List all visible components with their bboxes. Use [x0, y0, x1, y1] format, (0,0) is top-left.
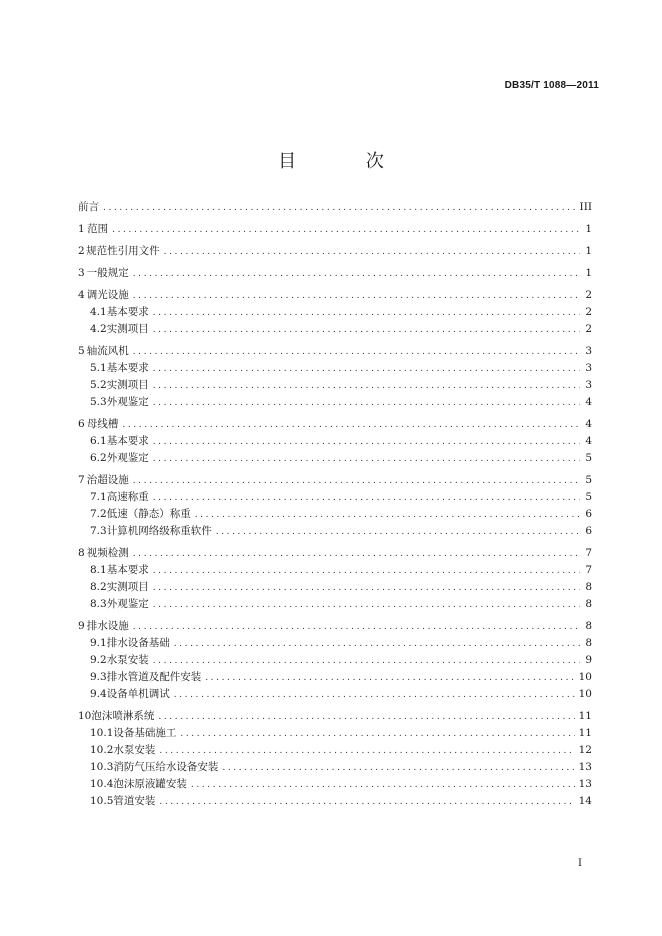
toc-entry-title: 排水设施	[86, 620, 129, 632]
toc-entry-page: 5	[585, 474, 592, 486]
toc-entry-number: 5.3	[90, 396, 107, 408]
toc-entry[interactable]	[78, 579, 592, 596]
toc-entry[interactable]	[78, 287, 592, 304]
toc-entry[interactable]	[78, 472, 592, 489]
toc-entry-page: 10	[578, 671, 592, 683]
toc-entry[interactable]	[78, 221, 592, 238]
toc-entry-title: 前言	[78, 201, 99, 213]
toc-entry-number: 4.2	[90, 323, 107, 335]
dot-leader	[180, 726, 574, 743]
toc-entry-page: 5	[585, 452, 592, 464]
dot-leader	[153, 305, 580, 322]
toc-entry[interactable]	[78, 321, 592, 338]
dot-leader	[153, 580, 580, 597]
toc-entry-number: 5	[78, 345, 85, 357]
toc-entry-number: 4.1	[90, 306, 107, 318]
toc-entry-title: 消防气压给水设备安装	[113, 761, 219, 773]
toc-entry-page: 3	[585, 379, 592, 391]
dot-leader	[153, 451, 580, 468]
toc-entry-number: 4	[78, 289, 85, 301]
toc-entry[interactable]	[78, 708, 592, 725]
toc-entry-number: 8	[78, 547, 85, 559]
toc-entry[interactable]	[78, 243, 592, 260]
table-of-contents	[78, 199, 592, 810]
dot-leader	[133, 266, 580, 283]
toc-entry-title: 高速称重	[106, 491, 149, 503]
toc-entry[interactable]	[78, 652, 592, 669]
dot-leader	[195, 507, 580, 524]
dot-leader	[133, 344, 580, 361]
dot-leader	[133, 619, 580, 636]
toc-entry-title: 计算机网络级称重软件	[106, 525, 212, 537]
page-number: I	[578, 858, 582, 869]
dot-leader	[133, 288, 580, 305]
dot-leader	[153, 653, 580, 670]
toc-entry[interactable]	[78, 265, 592, 282]
toc-entry-number: 9	[78, 620, 85, 632]
toc-entry-number: 1	[78, 223, 85, 235]
toc-entry-title: 调光设施	[86, 289, 129, 301]
toc-entry-page: 7	[585, 547, 592, 559]
toc-entry-number: 10.3	[90, 761, 114, 773]
toc-entry-number: 6	[78, 418, 85, 430]
toc-entry[interactable]	[78, 759, 592, 776]
toc-entry-number: 8.3	[90, 598, 107, 610]
toc-entry-page: 11	[578, 710, 592, 722]
dot-leader	[222, 760, 574, 777]
dot-leader	[174, 687, 575, 704]
toc-entry-page: 7	[585, 564, 592, 576]
toc-entry-number: 10.1	[90, 727, 114, 739]
dot-leader	[122, 417, 580, 434]
toc-entry-title: 基本要求	[106, 306, 149, 318]
toc-entry-page: 2	[585, 323, 592, 335]
toc-entry-page: III	[579, 201, 592, 213]
toc-entry-page: 10	[578, 688, 592, 700]
toc-entry-title: 范围	[87, 223, 109, 235]
toc-entry-title: 一般规定	[86, 267, 129, 279]
toc-entry-page: 4	[585, 435, 592, 447]
toc-entry[interactable]	[78, 776, 592, 793]
toc-entry-page: 13	[578, 778, 592, 790]
toc-entry[interactable]	[78, 489, 592, 506]
toc-entry[interactable]	[78, 450, 592, 467]
toc-entry-title: 泡沫喷淋系统	[91, 710, 155, 722]
toc-entry-number: 9.2	[90, 654, 107, 666]
toc-entry-title: 实测项目	[106, 323, 149, 335]
dot-leader	[153, 490, 580, 507]
toc-entry-number: 7	[78, 474, 85, 486]
dot-leader	[153, 434, 580, 451]
dot-leader	[153, 322, 580, 339]
toc-entry-page: 8	[585, 581, 592, 593]
toc-entry-page: 2	[585, 306, 592, 318]
toc-entry-page: 3	[585, 345, 592, 357]
toc-entry[interactable]	[78, 343, 592, 360]
toc-entry-page: 3	[585, 362, 592, 374]
toc-entry-title: 轴流风机	[86, 345, 129, 357]
toc-entry-page: 13	[578, 761, 592, 773]
toc-entry-number: 10	[78, 710, 92, 722]
toc-entry-number: 10.4	[90, 778, 114, 790]
toc-entry[interactable]	[78, 686, 592, 703]
toc-entry-title: 基本要求	[106, 362, 149, 374]
toc-entry-page: 8	[585, 620, 592, 632]
toc-entry-number: 7.3	[90, 525, 107, 537]
toc-entry-page: 11	[578, 727, 592, 739]
toc-entry-title: 实测项目	[106, 379, 149, 391]
dot-leader	[174, 636, 580, 653]
toc-entry-page: 8	[585, 598, 592, 610]
toc-entry-title: 水泵安装	[106, 654, 149, 666]
toc-entry-title: 实测项目	[106, 581, 149, 593]
toc-entry[interactable]	[78, 635, 592, 652]
toc-entry-title: 管道安装	[113, 795, 156, 807]
dot-leader	[153, 563, 580, 580]
toc-entry-number: 2	[78, 245, 85, 257]
dot-leader	[205, 670, 574, 687]
toc-entry-title: 母线槽	[86, 418, 119, 430]
toc-entry[interactable]	[78, 669, 592, 686]
toc-entry-number: 8.1	[90, 564, 107, 576]
dot-leader	[159, 743, 574, 760]
toc-entry-page: 1	[585, 223, 592, 235]
document-code: DB35/T 1088—2011	[504, 80, 599, 91]
toc-entry-number: 9.1	[90, 637, 107, 649]
toc-entry[interactable]	[78, 304, 592, 321]
toc-entry-page: 4	[585, 396, 592, 408]
toc-entry[interactable]	[78, 360, 592, 377]
dot-leader	[159, 794, 574, 811]
toc-entry[interactable]	[78, 793, 592, 810]
toc-entry[interactable]	[78, 199, 592, 216]
toc-entry-page: 6	[585, 508, 592, 520]
dot-leader	[153, 378, 580, 395]
dot-leader	[153, 597, 580, 614]
toc-entry[interactable]	[78, 433, 592, 450]
toc-entry[interactable]	[78, 416, 592, 433]
dot-leader	[164, 244, 580, 261]
toc-entry-number: 5.1	[90, 362, 107, 374]
toc-entry-title: 视频检测	[86, 547, 129, 559]
toc-entry[interactable]	[78, 725, 592, 742]
page-title: 目 次	[278, 151, 416, 172]
toc-entry-title: 排水设备基础	[106, 637, 170, 649]
dot-leader	[133, 473, 580, 490]
toc-entry-title: 规范性引用文件	[86, 245, 160, 257]
toc-entry-page: 4	[585, 418, 592, 430]
toc-entry[interactable]	[78, 377, 592, 394]
toc-entry-title: 泡沫原液罐安装	[113, 778, 187, 790]
toc-entry-title: 排水管道及配件安装	[106, 671, 202, 683]
toc-entry[interactable]	[78, 562, 592, 579]
toc-entry-page: 8	[585, 637, 592, 649]
toc-entry-number: 9.4	[90, 688, 107, 700]
toc-entry-number: 10.2	[90, 744, 114, 756]
toc-entry-page: 9	[585, 654, 592, 666]
toc-entry-title: 基本要求	[106, 435, 149, 447]
toc-entry-title: 低速（静态）称重	[106, 508, 191, 520]
dot-leader	[191, 777, 575, 794]
toc-entry-title: 外观鉴定	[106, 452, 149, 464]
toc-entry-title: 外观鉴定	[106, 598, 149, 610]
dot-leader	[103, 200, 576, 217]
toc-entry-title: 基本要求	[106, 564, 149, 576]
toc-entry-page: 14	[578, 795, 592, 807]
toc-entry[interactable]	[78, 506, 592, 523]
toc-entry-title: 治超设施	[86, 474, 129, 486]
toc-entry[interactable]	[78, 596, 592, 613]
toc-entry[interactable]	[78, 618, 592, 635]
dot-leader	[153, 395, 580, 412]
dot-leader	[133, 546, 580, 563]
toc-entry-number: 7.1	[90, 491, 107, 503]
toc-entry-title: 外观鉴定	[106, 396, 149, 408]
toc-entry-page: 6	[585, 525, 592, 537]
toc-entry[interactable]	[78, 523, 592, 540]
toc-entry-number: 6.1	[90, 435, 107, 447]
toc-entry-number: 5.2	[90, 379, 107, 391]
toc-entry-page: 1	[585, 267, 592, 279]
toc-entry-title: 设备基础施工	[113, 727, 177, 739]
toc-entry[interactable]	[78, 545, 592, 562]
toc-entry-page: 1	[585, 245, 592, 257]
toc-entry-number: 6.2	[90, 452, 107, 464]
toc-entry-number: 9.3	[90, 671, 107, 683]
toc-entry-number: 7.2	[90, 508, 107, 520]
toc-entry-title: 水泵安装	[113, 744, 156, 756]
toc-entry-page: 5	[585, 491, 592, 503]
toc-entry-title: 设备单机调试	[106, 688, 170, 700]
toc-entry[interactable]	[78, 394, 592, 411]
toc-entry-number: 10.5	[90, 795, 114, 807]
toc-entry-number: 3	[78, 267, 85, 279]
dot-leader	[216, 524, 580, 541]
toc-entry[interactable]	[78, 742, 592, 759]
toc-entry-page: 2	[585, 289, 592, 301]
dot-leader	[153, 361, 580, 378]
dot-leader	[112, 222, 580, 239]
dot-leader	[158, 709, 574, 726]
toc-entry-page: 12	[578, 744, 592, 756]
toc-entry-number: 8.2	[90, 581, 107, 593]
